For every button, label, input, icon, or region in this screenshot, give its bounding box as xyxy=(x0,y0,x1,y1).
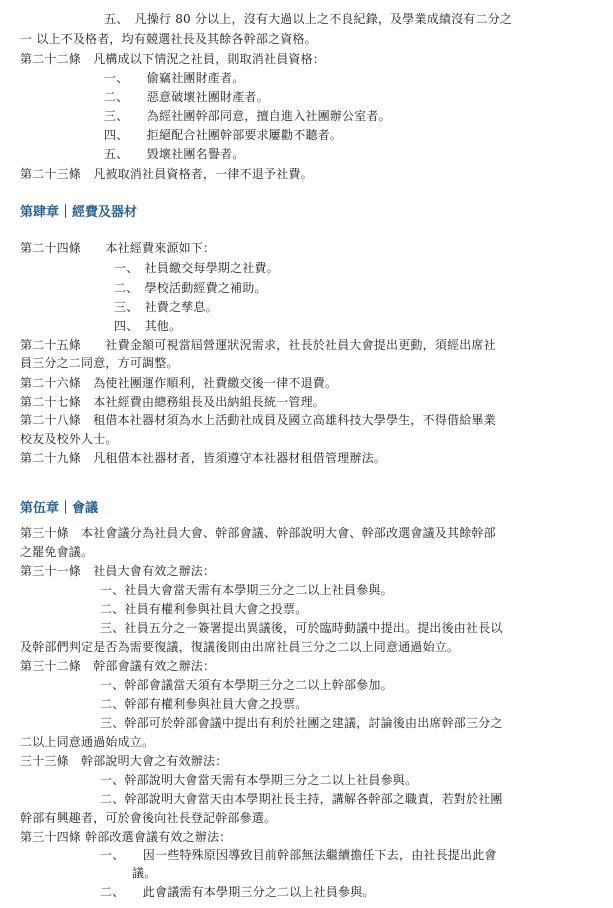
list-item: 三、 社費之孳息。 xyxy=(114,300,218,314)
article-24: 第二十四條 本社經費來源如下： xyxy=(20,241,216,255)
list-item: 二、社員有權利參與社員大會之投票。 xyxy=(100,602,308,616)
list-item: 二、 學校活動經費之補助。 xyxy=(114,281,267,295)
text-line: 員三分之二同意，方可調整。 xyxy=(20,356,179,370)
article-30: 第三十條 本社會議分為社員大會、幹部會議、幹部說明大會、幹部改選會議及其餘幹部 xyxy=(20,526,496,540)
article-26: 第二十六條 為使社團運作順利，社費繳交後一律不退費。 xyxy=(20,376,338,390)
article-31: 第三十一條 社員大會有效之辦法： xyxy=(20,564,216,578)
chapter-4-heading: 第肆章｜經費及器材 xyxy=(20,205,138,220)
list-item: 四、 拒絕配合社團幹部要求屢勸不聽者。 xyxy=(104,128,343,142)
list-item: 三、幹部可於幹部會議中提出有利於社團之建議，討論後由出席幹部三分之 xyxy=(100,716,503,730)
article-23: 第二十三條 凡被取消社員資格者，一律不退予社費。 xyxy=(20,167,313,181)
text-line: 一 以上不及格者，均有競選社長及其餘各幹部之資格。 xyxy=(20,32,317,46)
text-line: 議。 xyxy=(132,866,157,880)
article-32: 第三十二條 幹部會議有效之辦法： xyxy=(20,659,216,673)
list-item: 二、 此會議需有本學期三分之二以上社員參與。 xyxy=(100,885,375,899)
text-line: 校友及校外人士。 xyxy=(20,432,118,446)
text-line: 五、 凡操行 80 分以上，沒有大過以上之不良紀錄，及學業成績沒有二分之 xyxy=(104,12,513,26)
text-line: 二以上同意通過始成立。 xyxy=(20,735,155,749)
list-item: 一、幹部說明大會當天需有本學期三分之二以上社員參與。 xyxy=(100,773,418,787)
list-item: 二、幹部有權利參與社員大會之投票。 xyxy=(100,697,308,711)
list-item: 四、 其他。 xyxy=(114,319,182,333)
list-item: 一、社員大會當天需有本學期三分之二以上社員參與。 xyxy=(100,583,393,597)
list-item: 五、 毀壞社團名譽者。 xyxy=(104,147,245,161)
article-33: 三十三條 幹部說明大會之有效辦法： xyxy=(20,754,228,768)
article-25: 第二十五條 社費金額可視當屆營運狀況需求，社長於社員大會提出更動，須經出席社 xyxy=(20,338,496,352)
article-28: 第二十八條 租借本社器材須為水上活動社成員及國立高雄科技大學學生，不得借給畢業 xyxy=(20,413,496,427)
text-line: 及幹部們判定是否為需要復議，復議後則由出席社員三分之二以上同意通過始立。 xyxy=(20,640,460,654)
list-item: 三、社員五分之一簽署提出異議後，可於臨時動議中提出。提出後由社長以 xyxy=(100,621,503,635)
text-line: 幹部有興趣者，可於會後向社長登記幹部參選。 xyxy=(20,811,277,825)
text-line: 之罷免會議。 xyxy=(20,545,94,559)
list-item: 二、幹部說明大會當天由本學期社長主持，講解各幹部之職責，若對於社團 xyxy=(100,792,503,806)
list-item: 二、 惡意破壞社團財產者。 xyxy=(104,90,269,104)
list-item: 一、 因一些特殊原因導致目前幹部無法繼續擔任下去，由社長提出此會 xyxy=(100,848,497,862)
article-34: 第三十四條 幹部改選會議有效之辦法： xyxy=(20,830,232,844)
article-29: 第二十九條 凡租借本社器材者，皆須遵守本社器材租借管理辦法。 xyxy=(20,451,387,465)
article-27: 第二十七條 本社經費由總務組長及出納組長統一管理。 xyxy=(20,395,326,409)
list-item: 一、幹部會議當天須有本學期三分之二以上幹部參加。 xyxy=(100,678,393,692)
list-item: 一、 偷竊社團財產者。 xyxy=(104,71,245,85)
list-item: 一、 社員繳交每學期之社費。 xyxy=(114,261,279,275)
list-item: 三、 為經社團幹部同意，擅自進入社團辦公室者。 xyxy=(104,109,391,123)
chapter-5-heading: 第伍章｜會議 xyxy=(20,501,99,516)
article-22: 第二十二條 凡構成以下情況之社員，則取消社員資格： xyxy=(20,52,326,66)
